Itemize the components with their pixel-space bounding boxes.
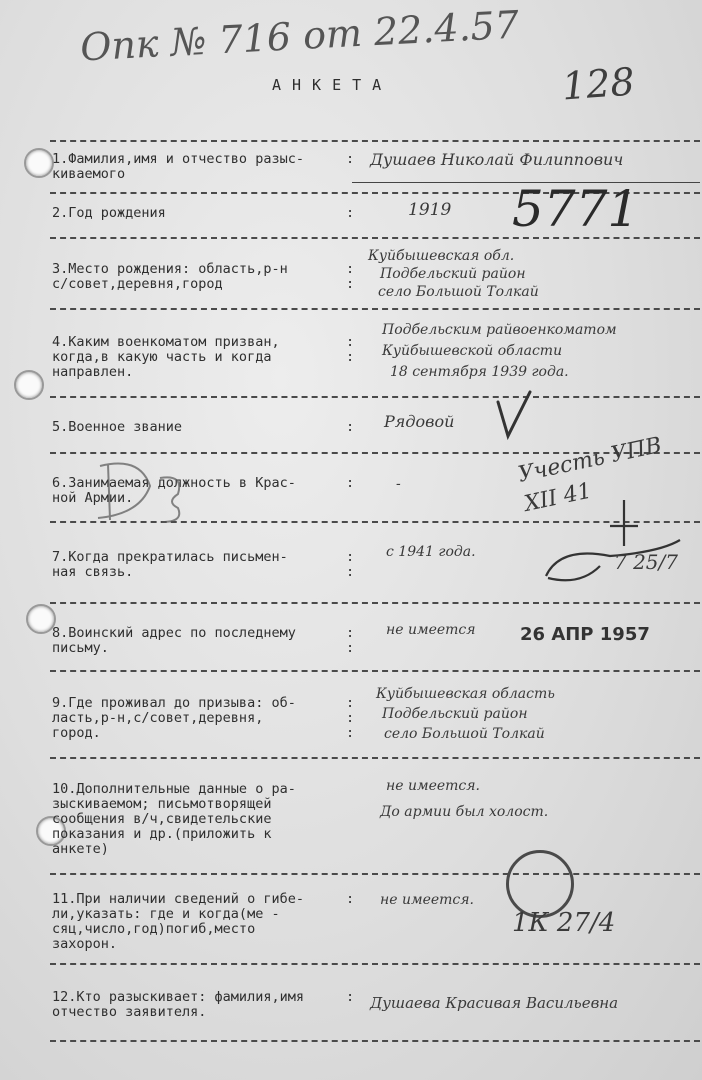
page-number: 128 (560, 59, 636, 109)
margin-note-date: 7 25/7 (614, 550, 678, 574)
question-6-label: 6.Занимаемая должность в Крас- ной Армии. (52, 475, 296, 506)
answer-9-line-1: Куйбышевская область (376, 686, 555, 702)
answer-3-line-2: Подбельский район (380, 266, 526, 282)
answer-5: Рядовой (384, 412, 455, 431)
date-stamp: 26 АПР 1957 (520, 624, 650, 645)
separator-colon: : (346, 151, 355, 167)
answer-7: с 1941 года. (386, 544, 476, 560)
answer-9-line-2: Подбельский район (382, 706, 528, 722)
answer-12: Душаева Красивая Васильевна (370, 994, 619, 1012)
punch-hole (24, 148, 54, 178)
section-divider (50, 963, 700, 965)
section-divider (50, 670, 700, 672)
separator-colon: : : : (346, 695, 355, 741)
section-divider (50, 757, 700, 759)
section-divider (50, 1040, 700, 1042)
answer-2: 1919 (408, 200, 452, 220)
question-1-label: 1.Фамилия,имя и отчество разыс- киваемого (52, 151, 304, 182)
answer-4-line-1: Подбельским райвоенкоматом (382, 322, 617, 338)
section-divider (50, 602, 700, 604)
scribble-mark (80, 456, 190, 526)
answer-10-line-2: До армии был холост. (380, 804, 549, 820)
question-8-label: 8.Воинский адрес по последнему письму. (52, 625, 296, 656)
separator-colon: : : (346, 261, 355, 292)
answer-10-line-1: не имеется. (386, 778, 480, 794)
answer-3-line-1: Куйбышевская обл. (368, 248, 515, 264)
separator-colon: : : (346, 334, 355, 365)
question-9-label: 9.Где проживал до призыва: об- ласть,р-н,с/совет,деревня, город. (52, 695, 296, 741)
section-divider (50, 140, 700, 142)
separator-colon: : : (346, 625, 355, 656)
separator-colon: : (346, 989, 355, 1005)
section-divider (50, 308, 700, 310)
separator-colon: : (346, 475, 355, 491)
answer-9-line-3: село Большой Толкай (384, 726, 545, 742)
separator-colon: : (346, 205, 355, 221)
answer-11: не имеется. (380, 892, 474, 908)
handwritten-reference: Опк № 716 от 22.4.57 (79, 2, 520, 70)
answer-4-line-2: Куйбышевской области (382, 343, 563, 359)
question-11-label: 11.При наличии сведений о гибе- ли,указать: где и когда(ме - сяц,число,год)погиб,место захорон. (52, 891, 304, 952)
question-12-label: 12.Кто разыскивает: фамилия,имя отчество заявителя. (52, 989, 304, 1020)
answer-8: не имеется (386, 622, 476, 638)
separator-colon: : (346, 891, 355, 907)
separator-colon: : (346, 419, 355, 435)
question-2-label: 2.Год рождения (52, 205, 166, 221)
section-divider (50, 396, 700, 398)
punch-hole (14, 370, 44, 400)
margin-note-file-number: 5771 (512, 180, 640, 238)
document-title: АНКЕТА (272, 76, 393, 94)
answer-6: - (396, 476, 401, 492)
separator-colon: : : (346, 549, 355, 580)
answer-4-line-3: 18 сентября 1939 года. (390, 364, 569, 380)
question-4-label: 4.Каким военкоматом призван, когда,в какую часть и когда направлен. (52, 334, 280, 380)
margin-note-code: 1К 27/4 (512, 908, 616, 938)
margin-note-registered: Учесть УПВ XII 41 (515, 432, 664, 518)
checkmark-icon (494, 388, 534, 442)
section-divider (50, 873, 700, 875)
question-5-label: 5.Военное звание (52, 419, 183, 435)
question-7-label: 7.Когда прекратилась письмен- ная связь. (52, 549, 288, 580)
answer-1: Душаев Николай Филиппович (370, 150, 624, 169)
signature-mark (540, 496, 690, 588)
answer-3-line-3: село Большой Толкай (378, 284, 539, 300)
question-3-label: 3.Место рождения: область,р-н с/совет,деревня,город (52, 261, 288, 292)
question-10-label: 10.Дополнительные данные о ра- зыскиваемом; письмотворящей сообщения в/ч,свидетельские показания и др.(приложить к анкете) (52, 781, 296, 857)
